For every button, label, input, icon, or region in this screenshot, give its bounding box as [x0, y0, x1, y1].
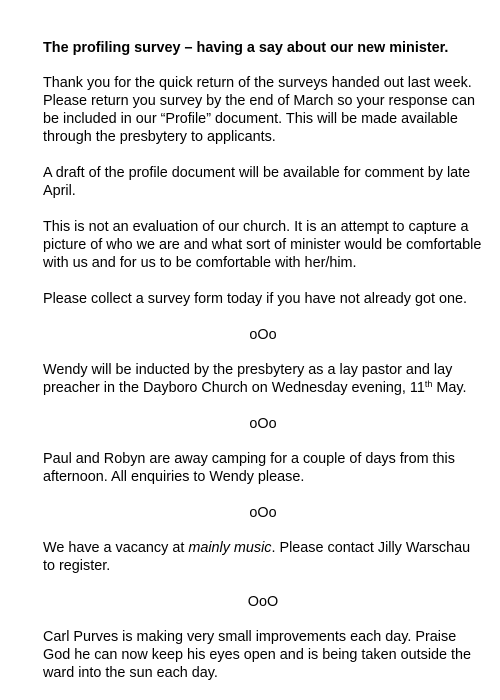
survey-paragraph-collect: Please collect a survey form today if you have not already got one. [43, 291, 467, 307]
section-separator: oOo [249, 416, 277, 432]
survey-paragraph-purpose: This is not an evaluation of our church. It is an attempt to capture a picture of who we are and what sort of minister would be comfortable with us and for us to be comfortable with her/him. [43, 219, 482, 271]
section-separator: oOo [249, 505, 277, 521]
wendy-induction-paragraph [43, 361, 483, 397]
vacancy-text-pre: We have a vacancy at [43, 540, 189, 556]
page-heading: The profiling survey – having a say about our new minister. [43, 40, 449, 56]
wendy-induction-tail: May. [432, 380, 467, 396]
vacancy-text-post: . Please contact Jilly Warschau to register. [43, 540, 471, 574]
section-separator: OoO [247, 594, 279, 610]
mainly-music-name: mainly music [188, 540, 272, 556]
section-separator: oOo [249, 327, 277, 343]
paul-robyn-paragraph: Paul and Robyn are away camping for a couple of days from this afternoon. All enquiries to Wendy please. [43, 451, 455, 485]
survey-paragraph-return: Thank you for the quick return of the surveys handed out last week. Please return you survey by the end of March so your response can be included in our “Profile” document. This will be made available through the presbytery to applicants. [43, 75, 475, 145]
vacancy-paragraph [43, 539, 483, 575]
survey-paragraph-draft: A draft of the profile document will be available for comment by late April. [43, 165, 471, 199]
bulletin-page [43, 39, 483, 700]
ordinal-suffix: th [424, 379, 433, 389]
carl-purves-paragraph: Carl Purves is making very small improvements each day. Praise God he can now keep his eyes open and is being taken outside the ward into the sun each day. [43, 629, 472, 681]
wendy-induction-text: Wendy will be inducted by the presbytery as a lay pastor and lay preacher in the Dayboro Church on Wednesday evening, 11 [43, 362, 453, 396]
